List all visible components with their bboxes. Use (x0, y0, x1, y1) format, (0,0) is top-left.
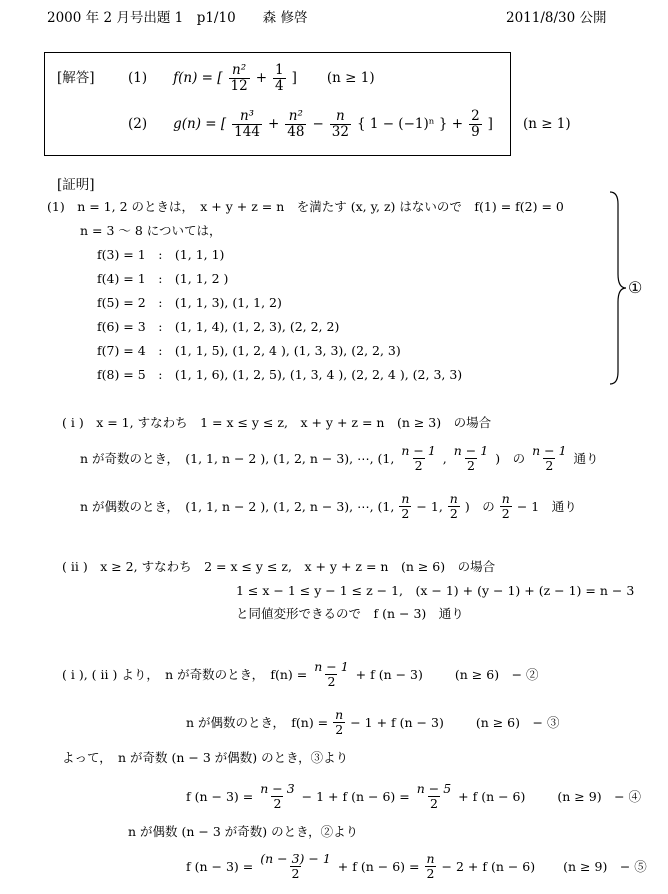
case-ii-heading: ( ii ) x ≥ 2, すなわち 2 = x ≤ y ≤ z, x + y + z = n (n ≥ 6) の場合 (62, 559, 496, 574)
header-title: 2000 年 2 月号出題 1 p1/10 森 修啓 (47, 10, 308, 26)
case-f4: f(4) = 1 : (1, 1, 2 ) (97, 271, 229, 286)
equation-4: f (n − 3) = $\frac{n - 3}{2}$ − 1 + f (n − 6) = $\frac{n - 5}{2}$ + f (n − 6) (n ≥ 9) − ④ (186, 781, 642, 811)
proof-label: [証明] (57, 177, 95, 193)
fraction: $\frac{2}{9}$ (471, 108, 480, 140)
answer-part1: (1) f(n) = [ $\frac{\text{n²}}{12}$ + $\frac{1}{4}$ ] (n ≥ 1) (128, 62, 375, 94)
fraction: $\frac{(n - 3) - 1}{2}$ (260, 851, 331, 881)
circle-1-label: ① (628, 278, 643, 297)
fraction: $\frac{n}{32}$ (331, 108, 349, 140)
case-i-even: n が偶数のとき， (1, 1, n − 2 ), (1, 2, n − 3), ⋯, (1, $\frac{n}{2}$ − 1, $\frac{n}{2}$ ) の $\frac{n}{2}$ − 1 通り (80, 491, 577, 521)
fraction: $\frac{\text{n²}}{48}$ (287, 108, 305, 140)
case-f8: f(8) = 5 : (1, 1, 6), (1, 2, 5), (1, 3, 4 ), (2, 2, 4 ), (2, 3, 3) (97, 367, 463, 382)
answer-label: [解答] (57, 70, 95, 86)
even-case-line: n が偶数 (n − 3 が奇数) のとき，②より (128, 824, 359, 839)
fraction: $\frac{\text{n³}}{144}$ (234, 108, 260, 140)
right-brace (608, 190, 630, 386)
case-f7: f(7) = 4 : (1, 1, 5), (1, 2, 4 ), (1, 3, 3), (2, 2, 3) (97, 343, 401, 358)
result-even: n が偶数のとき， f(n) = $\frac{n}{2}$ − 1 + f (n − 3) (n ≥ 6) − ③ (186, 707, 560, 737)
case-ii-line-3: と同値変形できるので f (n − 3) 通り (236, 606, 464, 621)
case-f5: f(5) = 2 : (1, 1, 3), (1, 1, 2) (97, 295, 282, 310)
fraction: $\frac{n - 1}{2}$ (314, 659, 349, 689)
fraction: $\frac{n}{2}$ (501, 491, 510, 521)
fraction: $\frac{n}{2}$ (426, 851, 435, 881)
equation-5: f (n − 3) = $\frac{(n - 3) - 1}{2}$ + f (n − 6) = $\frac{n}{2}$ − 2 + f (n − 6) (n ≥ 9) − ⑤ (186, 851, 647, 881)
fraction: $\frac{n}{2}$ (401, 491, 410, 521)
answer-part2: (2) g(n) = [ $\frac{\text{n³}}{144}$ + $\frac{\text{n²}}{48}$ − $\frac{n}{32}$ { 1 − (−1)ⁿ } + $\frac{2}{9}$ ] (n ≥ 1) (128, 108, 571, 140)
fraction: $\frac{n - 1}{2}$ (532, 443, 567, 473)
case-ii-line-2: 1 ≤ x − 1 ≤ y − 1 ≤ z − 1, (x − 1) + (y − 1) + (z − 1) = n − 3 (236, 583, 635, 598)
case-i-heading: ( i ) x = 1, すなわち 1 = x ≤ y ≤ z, x + y + z = n (n ≥ 3) の場合 (62, 415, 492, 430)
fraction: $\frac{n}{2}$ (449, 491, 458, 521)
fraction: $\frac{n - 1}{2}$ (401, 443, 436, 473)
case-f3: f(3) = 1 : (1, 1, 1) (97, 247, 225, 262)
fraction: $\frac{n - 3}{2}$ (260, 781, 295, 811)
fraction: $\frac{\text{n²}}{12}$ (230, 62, 248, 94)
proof-line-1: (1) n = 1, 2 のときは， x + y + z = n を満たす (x, y, z) はないので f(1) = f(2) = 0 (47, 199, 564, 214)
proof-line-2: n = 3 ～ 8 については， (80, 223, 222, 238)
fraction: $\frac{n - 5}{2}$ (416, 781, 452, 811)
publish-date: 2011/8/30 公開 (506, 10, 607, 26)
case-f6: f(6) = 3 : (1, 1, 4), (1, 2, 3), (2, 2, 2) (97, 319, 340, 334)
case-i-odd: n が奇数のとき， (1, 1, n − 2 ), (1, 2, n − 3), ⋯, (1, $\frac{n - 1}{2}$ , $\frac{n - 1}{2}$ ) の $\frac{n - 1}{2}$ 通り (80, 443, 599, 473)
fraction: $\frac{1}{4}$ (275, 62, 284, 94)
result-odd: ( i ), ( ii ) より， n が奇数のとき， f(n) = $\frac{n - 1}{2}$ + f (n − 3) (n ≥ 6) − ② (62, 659, 539, 689)
therefore-line: よって， n が奇数 (n − 3 が偶数) のとき，③より (62, 750, 349, 765)
fraction: $\frac{n - 1}{2}$ (453, 443, 489, 473)
fraction: $\frac{n}{2}$ (335, 707, 344, 737)
